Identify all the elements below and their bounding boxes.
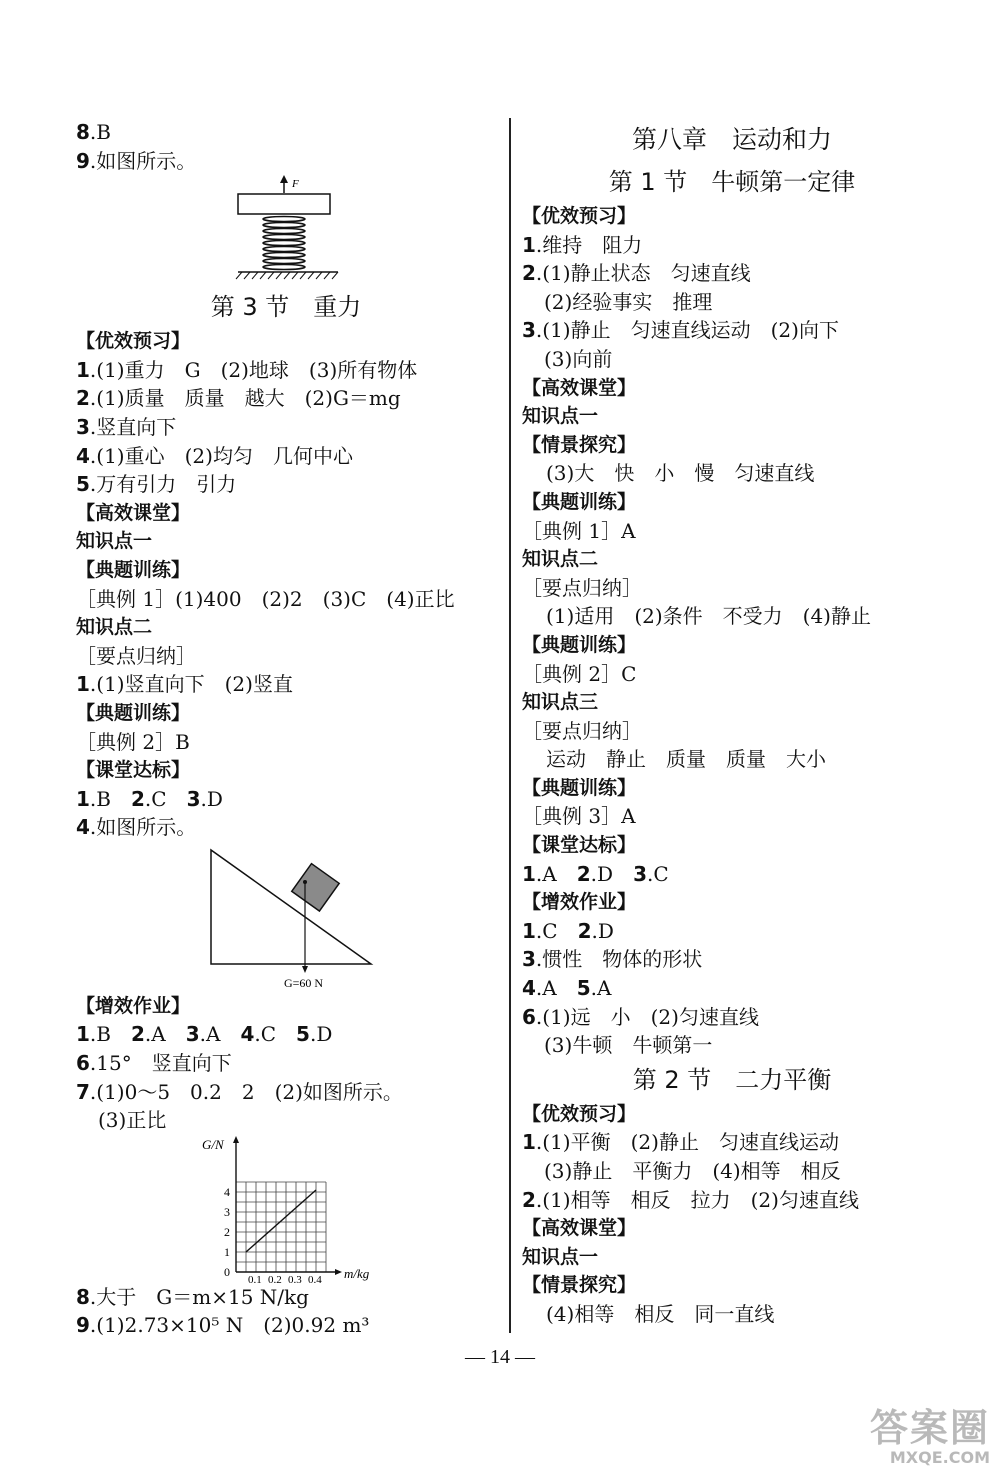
- section-heading: 【优效预习】: [522, 1102, 637, 1125]
- answer-line: [522, 1128, 942, 1157]
- answer-number: 1: [522, 861, 536, 886]
- answer-number: 2: [130, 1022, 145, 1047]
- answer-text: .(1)重力 G (2)地球 (3)所有物体: [89, 357, 418, 382]
- answer-text: .C: [535, 918, 578, 943]
- answer-number: 2: [522, 261, 536, 286]
- answer-number: 2: [130, 786, 145, 811]
- right-column: [522, 118, 942, 1329]
- answer-number: 8: [76, 1284, 90, 1309]
- section-heading: 【情景探究】: [522, 433, 637, 456]
- answer-number: 5: [576, 976, 591, 1001]
- answer-number: 2: [76, 386, 90, 411]
- spring-figure: [76, 175, 496, 287]
- answer-text: .A: [535, 861, 577, 886]
- watermark: [810, 1408, 990, 1467]
- answer-text: .(1)静止 匀速直线运动 (2)向下: [535, 318, 839, 343]
- answer-line: ［典例 1］A: [522, 518, 636, 543]
- answer-line: ［要点归纳］: [522, 575, 642, 600]
- answer-text: .(1)重心 (2)均匀 几何中心: [89, 443, 353, 468]
- x-axis-label: m/kg: [344, 1265, 370, 1281]
- incline-figure: [76, 842, 496, 992]
- answer-line: (3)牛顿 牛顿第一: [544, 1033, 713, 1058]
- answer-line: [76, 384, 496, 413]
- answer-line: [522, 974, 942, 1003]
- answer-number: 3: [522, 947, 536, 972]
- answer-line: ［典例 2］B: [76, 729, 190, 754]
- answer-text: .(1)相等 相反 拉力 (2)匀速直线: [535, 1187, 859, 1212]
- answer-line: [76, 1078, 496, 1107]
- answer-text: .B: [89, 120, 111, 144]
- answer-number: 1: [76, 1022, 90, 1047]
- section-heading: 知识点二: [76, 616, 153, 639]
- answer-number: 3: [633, 861, 647, 886]
- answer-line: [522, 259, 942, 288]
- section-heading: 知识点一: [522, 405, 599, 428]
- answer-line: ［典例 1］(1)400 (2)2 (3)C (4)正比: [76, 586, 455, 611]
- column-divider: [509, 118, 511, 1333]
- answer-number: 1: [76, 672, 90, 697]
- answer-line: [76, 1049, 496, 1078]
- answer-text: .A: [199, 1022, 241, 1047]
- answer-text: .C: [144, 786, 187, 811]
- section-heading: 【增效作业】: [522, 891, 637, 914]
- answer-line: (3)静止 平衡力 (4)相等 相反: [544, 1159, 841, 1183]
- section-heading: 【典题训练】: [522, 490, 637, 513]
- section-heading: 知识点二: [522, 548, 599, 571]
- section-heading: 【优效预习】: [522, 205, 637, 227]
- answer-number: 1: [522, 232, 536, 257]
- graph-grid: [236, 1182, 326, 1272]
- section-heading: 【典题训练】: [76, 701, 191, 724]
- section-heading: 【典题训练】: [522, 633, 637, 656]
- answer-line: [76, 147, 496, 176]
- answer-text: .(1)0～5 0.2 2 (2)如图所示。: [89, 1079, 403, 1104]
- answer-line: [76, 785, 496, 814]
- watermark-logo: 答案圈: [869, 1406, 990, 1450]
- force-label: F: [292, 178, 299, 191]
- section-heading: 【高效课堂】: [76, 501, 191, 524]
- answer-text: .(1)静止状态 匀速直线: [535, 261, 751, 286]
- answer-line: [76, 813, 496, 842]
- answer-line: [522, 945, 942, 974]
- section-heading: 【课堂达标】: [76, 759, 191, 782]
- answer-number: 3: [186, 786, 201, 811]
- y-tick-label: 0: [224, 1264, 230, 1279]
- answer-text: .竖直向下: [89, 414, 177, 439]
- answer-number: 4: [76, 815, 90, 840]
- answer-text: .A: [144, 1022, 186, 1047]
- section-heading: 【典题训练】: [76, 558, 191, 581]
- answer-number: 2: [576, 861, 591, 886]
- answer-text: .(1)远 小 (2)匀速直线: [535, 1004, 759, 1029]
- answer-text: .(1)平衡 (2)静止 匀速直线运动: [535, 1130, 839, 1155]
- data-line: [246, 1190, 316, 1252]
- answer-line: (4)相等 相反 同一直线: [546, 1301, 775, 1326]
- section-heading: 【情景探究】: [522, 1274, 637, 1297]
- answer-number: 1: [76, 786, 90, 811]
- answer-number: 1: [76, 357, 90, 382]
- answer-number: 2: [577, 918, 592, 943]
- answer-text: .C: [254, 1022, 297, 1047]
- answer-number: 2: [522, 1187, 536, 1212]
- answer-text: .C: [646, 861, 669, 886]
- section-heading: 【典题训练】: [522, 776, 637, 799]
- answer-text: .D: [590, 861, 634, 886]
- answer-line: [76, 118, 496, 147]
- answer-text: .A: [590, 976, 612, 1001]
- section-title: 第 2 节 二力平衡: [632, 1065, 832, 1094]
- answer-text: .(1)竖直向下 (2)竖直: [89, 672, 293, 697]
- watermark-url: MXQE.COM: [889, 1448, 990, 1467]
- answer-number: 3: [522, 318, 536, 343]
- x-tick-label: 0.1: [248, 1273, 262, 1283]
- answer-text: .维持 阻力: [535, 232, 643, 257]
- answer-text: .D: [309, 1022, 333, 1047]
- answer-line: ［要点归纳］: [522, 718, 642, 743]
- section-heading: 【增效作业】: [76, 994, 191, 1017]
- y-tick-label: 3: [224, 1204, 230, 1219]
- x-tick-label: 0.4: [308, 1273, 322, 1283]
- answer-number: 4: [240, 1022, 255, 1047]
- y-axis-label: G/N: [202, 1136, 224, 1152]
- answer-number: 1: [522, 1130, 536, 1155]
- mass-weight-graph: [76, 1135, 496, 1283]
- answer-line: [76, 413, 496, 442]
- answer-number: 4: [522, 976, 536, 1001]
- answer-line: [76, 470, 496, 499]
- answer-text: .D: [591, 918, 614, 943]
- answer-text: .15° 竖直向下: [89, 1051, 232, 1076]
- y-tick-label: 4: [224, 1184, 230, 1199]
- answer-text: .B: [89, 786, 131, 811]
- page-number: — 14 —: [465, 1346, 535, 1368]
- answer-line: [522, 316, 942, 345]
- answer-line: (2)经验事实 推理: [544, 289, 713, 314]
- section-heading: 【课堂达标】: [522, 834, 637, 857]
- answer-number: 9: [76, 1313, 90, 1338]
- answer-line: [76, 1311, 496, 1340]
- answer-line: (3)正比: [98, 1108, 167, 1133]
- answer-text: .万有引力 引力: [89, 472, 237, 497]
- answer-number: 4: [76, 443, 90, 468]
- section-heading: 知识点一: [522, 1245, 599, 1268]
- weight-label: G=60 N: [284, 975, 324, 990]
- answer-text: .A: [535, 976, 577, 1001]
- answer-number: 5: [76, 472, 90, 497]
- answer-line: [522, 917, 942, 946]
- answer-text: .B: [89, 1022, 131, 1047]
- x-tick-label: 0.2: [268, 1273, 282, 1283]
- answer-line: [76, 356, 496, 385]
- answer-line: [76, 1283, 496, 1312]
- answer-number: 6: [522, 1004, 536, 1029]
- answer-line: [76, 1020, 496, 1049]
- answer-line: ［要点归纳］: [76, 643, 196, 668]
- answer-number: 8: [76, 120, 90, 144]
- answer-number: 5: [296, 1022, 310, 1047]
- answer-line: [522, 860, 942, 889]
- answer-number: 1: [522, 918, 536, 943]
- section-title: 第 3 节 重力: [210, 293, 362, 322]
- answer-line: [522, 231, 942, 260]
- answer-text: .如图所示。: [89, 148, 197, 173]
- answer-line: [522, 1003, 942, 1032]
- answer-number: 9: [76, 148, 90, 173]
- section-title: 第 1 节 牛顿第一定律: [608, 168, 856, 196]
- section-heading: 知识点一: [76, 530, 153, 553]
- x-tick-label: 0.3: [288, 1273, 302, 1283]
- section-heading: 【高效课堂】: [522, 376, 637, 399]
- chapter-title: 第八章 运动和力: [631, 125, 832, 154]
- answer-line: ［典例 3］A: [522, 804, 636, 829]
- answer-number: 6: [76, 1051, 90, 1076]
- answer-line: ［典例 2］C: [522, 661, 637, 686]
- section-heading: 【优效预习】: [76, 330, 191, 353]
- answer-line: 运动 静止 质量 质量 大小: [546, 747, 826, 772]
- section-heading: 【高效课堂】: [522, 1217, 637, 1240]
- answer-number: 7: [76, 1079, 90, 1104]
- answer-line: [76, 442, 496, 471]
- answer-line: [76, 670, 496, 699]
- answer-text: .惯性 物体的形状: [535, 947, 703, 972]
- y-tick-label: 2: [224, 1224, 230, 1239]
- answer-number: 3: [76, 414, 90, 439]
- section-heading: 知识点三: [522, 691, 599, 714]
- answer-text: .大于 G＝m×15 N/kg: [89, 1284, 309, 1309]
- left-column: [76, 118, 496, 1340]
- answer-text: .D: [200, 786, 223, 811]
- y-tick-label: 1: [224, 1244, 230, 1259]
- answer-text: .(1)质量 质量 越大 (2)G＝mg: [89, 386, 401, 411]
- answer-text: .如图所示。: [89, 815, 197, 840]
- answer-line: (3)向前: [544, 346, 613, 371]
- answer-text: .(1)2.73×10⁵ N (2)0.92 m³: [89, 1313, 370, 1338]
- spring-coils: [263, 217, 305, 270]
- answer-line: (1)适用 (2)条件 不受力 (4)静止: [546, 604, 871, 629]
- answer-line: [522, 1186, 942, 1215]
- answer-number: 3: [185, 1022, 200, 1047]
- answer-line: (3)大 快 小 慢 匀速直线: [546, 461, 815, 486]
